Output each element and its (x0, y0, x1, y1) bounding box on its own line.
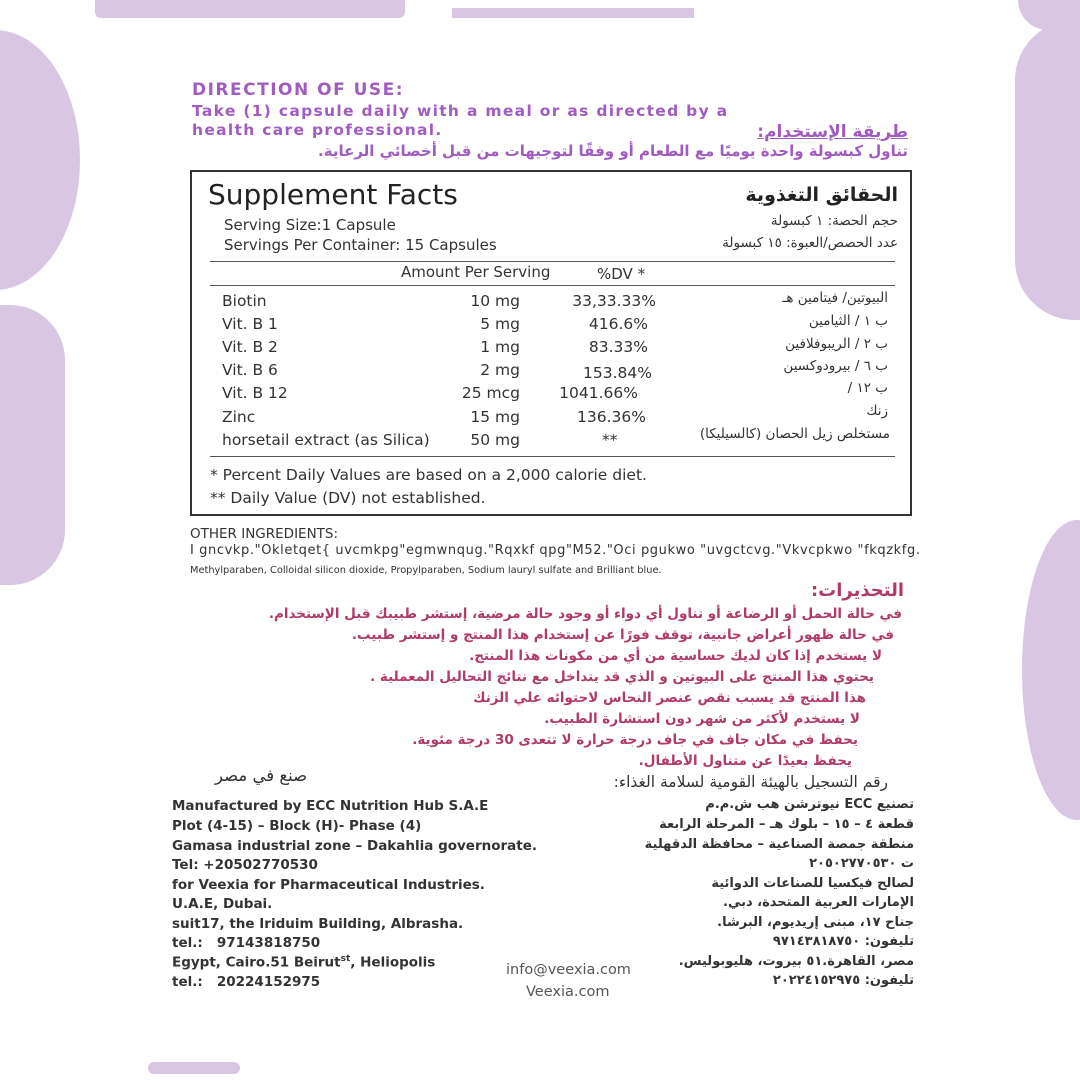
directions-text-ar: تناول كبسولة واحدة يوميًا مع الطعام أو وفقًا لتوجيهات من قبل أخصائي الرعاية. (318, 142, 908, 160)
decor-left-top-shape (0, 30, 80, 290)
address-text: , Heliopolis (350, 954, 436, 971)
divider (210, 261, 895, 262)
manufacturer-line-ar: ت ٢٠٥٠٢٧٧٠٥٣٠ (809, 856, 914, 871)
warning-item: هذا المنتج قد يسبب نقص عنصر النحاس لاحتوائه علي الزنك (473, 690, 866, 706)
manufacturer-line: Plot (4-15) – Block (H)- Phase (4) (172, 818, 422, 834)
warning-item: يحفظ بعيدًا عن متناول الأطفال. (638, 753, 852, 769)
column-header-amount: Amount Per Serving (401, 263, 551, 281)
servings-per-container-ar: عدد الحصص/العبوة: ١٥ كبسولة (722, 235, 898, 251)
nutrient-name: Vit. B 12 (222, 384, 288, 402)
nutrient-name: Vit. B 2 (222, 338, 278, 356)
nutrient-name: Vit. B 1 (222, 315, 278, 333)
nutrient-dv: 33,33.33% (572, 292, 656, 310)
manufacturer-line-ar: تصنيع ECC نيوترشن هب ش.م.م (705, 797, 914, 812)
nutrient-name: horsetail extract (as Silica) (222, 431, 430, 449)
nutrient-name: Zinc (222, 408, 256, 426)
nutrient-name-ar: البيوتين/ فيتامين هـ (782, 290, 888, 306)
manufacturer-line: tel.: 97143818750 (172, 935, 321, 951)
manufacturer-line: Manufactured by ECC Nutrition Hub S.A.E (172, 798, 489, 814)
other-ingredients-title: OTHER INGREDIENTS: (190, 526, 339, 542)
serving-size: Serving Size:1 Capsule (224, 216, 396, 234)
nutrient-name: Biotin (222, 292, 267, 310)
divider (210, 285, 895, 286)
manufacturer-line-ar: تليفون: ٩٧١٤٣٨١٨٧٥٠ (772, 934, 914, 949)
servings-per-container: Servings Per Container: 15 Capsules (224, 236, 497, 254)
decor-left-bottom-shape (0, 305, 65, 585)
manufacturer-line-ar: منطقة جمصة الصناعية – محافظة الدقهلية (644, 837, 914, 852)
warning-item: يحتوي هذا المنتج على البيوتين و الذي قد يتداخل مع نتائج التحاليل المعملية . (370, 669, 874, 685)
directions-title: DIRECTION OF USE: (192, 80, 405, 100)
decor-top-bar-1 (95, 0, 405, 18)
nutrient-amount: 10 mg (470, 292, 520, 310)
manufacturer-line: tel.: 20224152975 (172, 974, 321, 990)
decor-right-top-shape (1015, 20, 1080, 320)
contact-email[interactable]: info@veexia.com (506, 962, 631, 978)
made-in-egypt-ar: صنع في مصر (215, 766, 308, 785)
nutrient-name-ar: ب ١ / الثيامين (808, 313, 888, 329)
warning-item: لا يستخدم إذا كان لديك حساسية من أي من مكونات هذا المنتج. (469, 648, 882, 664)
nutrient-name-ar: مستخلص زيل الحصان (كالسيليكا) (699, 426, 890, 442)
footnote-dv-not-established: ** Daily Value (DV) not established. (210, 489, 486, 507)
nutrient-name-ar: زنك (866, 403, 888, 419)
other-ingredients-text: I gncvkp."Okletqet{ uvcmkpg"egmwnqug."Rqxkf qpg"M52."Oci pgukwo "uvgctcvg."Vkvcpkwo "fkqzkfg. (190, 543, 921, 558)
contact-website[interactable]: Veexia.com (526, 984, 610, 1000)
manufacturer-address-line (172, 954, 435, 971)
warning-item: يحفظ في مكان جاف في جاف درجة حرارة لا تتعدى 30 درجة مئوية. (412, 732, 858, 748)
nutrient-amount: 1 mg (480, 338, 520, 356)
manufacturer-line-ar: قطعة ٤ – ١٥ – بلوك هـ – المرحلة الرابعة (659, 817, 914, 832)
divider (210, 456, 895, 457)
serving-size-ar: حجم الحصة: ١ كبسولة (770, 213, 898, 229)
footnote-percent-dv: * Percent Daily Values are based on a 2,000 calorie diet. (210, 466, 647, 484)
supplement-facts-title: Supplement Facts (208, 178, 458, 211)
nutrient-amount: 50 mg (470, 431, 520, 449)
manufacturer-line: suit17, the Iriduim Building, Albrasha. (172, 916, 464, 932)
nutrient-dv: 136.36% (577, 408, 646, 426)
warning-item: في حالة ظهور أعراض جانبية، توقف فورًا عن إستخدام هذا المنتج و إستشر طبيب. (351, 627, 894, 643)
nutrient-name-ar: ب ١٢ / (847, 380, 888, 396)
address-superscript: st (340, 954, 351, 964)
nutrient-dv: 153.84% (583, 364, 652, 382)
manufacturer-line: Gamasa industrial zone – Dakahlia governorate. (172, 838, 538, 854)
nutrient-dv: ** (602, 431, 618, 449)
nutrient-amount: 2 mg (480, 361, 520, 379)
other-ingredients-list: Methylparaben, Colloidal silicon dioxide, Propylparaben, Sodium lauryl sulfate and Brilliant blue. (190, 565, 662, 576)
directions-text: Take (1) capsule daily with a meal or as directed by a health care professional. (192, 102, 729, 139)
nutrient-amount: 25 mcg (461, 384, 520, 402)
nutrient-dv: 416.6% (588, 315, 648, 333)
nutrient-name-ar: ب ٢ / الريبوفلافين (785, 336, 888, 352)
nutrient-name-ar: ب ٦ / بيرودوكسين (783, 358, 888, 374)
manufacturer-line-ar: مصر، القاهرة.٥١ بيروت، هليوبوليس. (678, 954, 914, 969)
manufacturer-line: Tel: +20502770530 (172, 857, 318, 873)
address-text: Egypt, Cairo.51 Beirut (172, 954, 341, 971)
decor-top-bar-2 (452, 8, 694, 18)
supplement-facts-title-ar: الحقائق التغذوية (745, 184, 898, 206)
directions-title-ar: طريقة الإستخدام: (757, 122, 908, 142)
nutrient-amount: 15 mg (470, 408, 520, 426)
nutrient-dv: 1041.66% (559, 384, 638, 402)
warning-item: لا يستخدم لأكثر من شهر دون استشارة الطبيب. (544, 711, 860, 727)
manufacturer-line-ar: جناح ١٧، مبنى إريديوم، البرشا. (717, 915, 914, 930)
decor-bottom-bar (148, 1062, 240, 1074)
manufacturer-line: U.A.E, Dubai. (172, 896, 273, 912)
nutrient-amount: 5 mg (480, 315, 520, 333)
nutrient-name: Vit. B 6 (222, 361, 278, 379)
registration-number-ar: رقم التسجيل بالهيئة القومية لسلامة الغذاء: (613, 773, 888, 791)
manufacturer-line: for Veexia for Pharmaceutical Industries. (172, 877, 485, 893)
warning-item: في حالة الحمل أو الرضاعة أو تناول أي دواء أو وجود حالة مرضية، إستشر طبيبك قبل الإستخدام. (268, 606, 902, 622)
nutrient-dv: 83.33% (588, 338, 648, 356)
manufacturer-line-ar: الإمارات العربية المتحدة، دبي. (723, 895, 914, 910)
column-header-dv: %DV * (597, 265, 646, 283)
decor-right-bottom-shape (1022, 520, 1080, 820)
manufacturer-line-ar: لصالح فيكسيا للصناعات الدوائية (711, 876, 914, 891)
manufacturer-line-ar: تليفون: ٢٠٢٢٤١٥٢٩٧٥ (772, 973, 914, 988)
warnings-title: التحذيرات: (810, 580, 904, 601)
